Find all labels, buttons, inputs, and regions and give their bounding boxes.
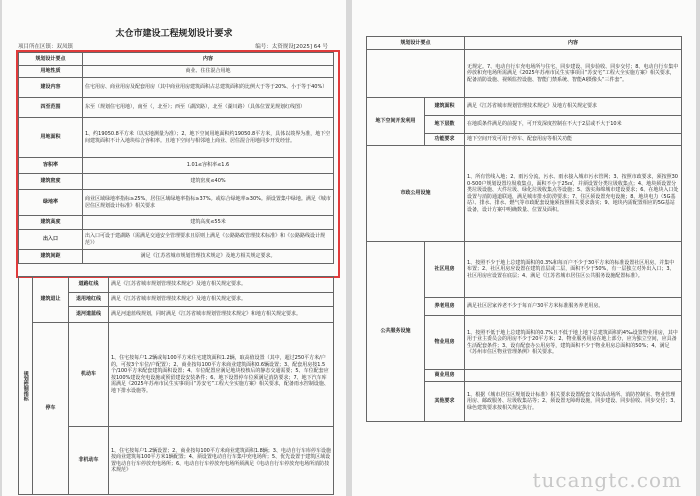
- row-label: 建筑间距: [19, 250, 83, 264]
- row-label: 建筑密度: [19, 174, 83, 190]
- row-label: 出入口: [19, 230, 83, 250]
- row-label: 建设内容: [19, 78, 83, 98]
- table-row: [19, 98, 334, 118]
- table-row: [19, 250, 334, 264]
- community-text: 1、按照不少于地上总建筑面积的0.3%和每百户不少于30平方米的标准设置社区用房，并集中布置；2、社区用房应设置在建筑首层或二层，面积不少于50%，有一层独立对外出入口；3、社区用房应设置在底层；4、满足《江苏省城市居住区公共服务设施配置标准》。: [465, 242, 682, 298]
- other-text: 1、根据《城市居住区规划设计标准》相关要求设置配套文体活动场所、消防控制室、物业管理用房、邮政服务、垃圾收集站等；2、须设置无障碍设施，同步建设、同步验收、同步交付；3、绿色建筑要求按相关规定执行。: [465, 382, 682, 422]
- group-label: 规划控制指标: [19, 277, 33, 495]
- table-row: [19, 216, 334, 230]
- right-table: [366, 36, 682, 422]
- table-row: [367, 146, 682, 242]
- other-label: 其他要求: [425, 382, 465, 422]
- retreat-item-label: 道路红线: [69, 277, 109, 293]
- table-row: [19, 190, 334, 216]
- table-row: [19, 66, 334, 78]
- motor-text: 1、住宅按每户1.2辆或每100平方米住宅建筑面积1.2辆，取高值设置（其中，超过250平方米/户的，可按3个车位/户配置）；2、商业按每100平方米商业建筑面积0.6辆设置；3、配套用房按1.5个/100平方米配套建筑面积设置；4、车位配置应满足地块校核后的静态交通需要；5、车位配套应按100%建设充电设施或预留建设安装条件；6、地下设置停车位须满足消防要求；7、地下汽车库需满足《2025年苏州市民生实事项目“苏安宅”工程大全实施方案》相关要求，配备雨水控制设施、地下排水设施等。: [109, 323, 334, 427]
- commercial-label: 商业用房: [425, 370, 465, 382]
- table-header: [367, 37, 682, 50]
- table-row: [19, 323, 334, 427]
- document-title: 太仓市建设工程规划设计要求: [115, 29, 233, 39]
- row-label: 建筑高度: [19, 216, 83, 230]
- table-row: [19, 277, 334, 293]
- row-label: 四至范围: [19, 98, 83, 118]
- row-label: 用地面积: [19, 118, 83, 158]
- row-label: 用地性质: [19, 66, 83, 78]
- table-header: [19, 53, 334, 66]
- left-page: [2, 0, 346, 496]
- watermark: tucangtc.com: [532, 468, 682, 492]
- table-row: [367, 98, 682, 116]
- retreat-item-label: 退河道蓝线: [69, 307, 109, 323]
- community-label: 社区用房: [425, 242, 465, 298]
- nonmotor-label: 非机动车: [69, 427, 109, 495]
- ug-item-label: 地下层数: [425, 116, 465, 134]
- control-table: [18, 276, 334, 495]
- project-location: 项目所在区镇：双凤镇: [18, 44, 74, 50]
- row-value: 1.01≤容积率≤1.6: [83, 158, 334, 174]
- retreat-item-value: 满足河道蓝线规划，同时满足《江苏省城市规划管理技术规定》和地方相关规定要求。: [109, 307, 334, 323]
- table-row: [19, 78, 334, 98]
- row-label: 容积率: [19, 158, 83, 174]
- table-row: [367, 50, 682, 98]
- table-row: [19, 158, 334, 174]
- elderly-text: 满足社区居家养老不少于每百户30平方米标准服务养老用房。: [465, 298, 682, 316]
- row-value: 商业、住住混合用地: [83, 66, 334, 78]
- row-value: 出入口可设于建湖路（需满足交通安全管理要求且原则上满足《公路路政管理技术标准》和《公路路线设计规范》）: [83, 230, 334, 250]
- retreat-item-value: 满足《江苏省城市规划管理技术规定》及地方相关规定要求。: [109, 293, 334, 307]
- ug-item-value: 地下空间开发可用于停车、配套用房等相关功能: [465, 134, 682, 146]
- row-value: 建筑密度≤40%: [83, 174, 334, 190]
- ug-item-label: 功能要求: [425, 134, 465, 146]
- table-row: [19, 118, 334, 158]
- empty-cell: [367, 50, 465, 98]
- nonmotor-text: 1、住宅按每户1.2辆设置；2、商业按每100平方米商业建筑面积1.8辆；3、电动自行车库停车设施按商业建筑每100平方米1辆配置；4、须设置电动自行车集中充电场所；5、优先设置于建筑区域设置电动自行车停放充电场所；6、电动自行车停放充电场所须满足《电动自行车停放充电场所消防技术规范》: [109, 427, 334, 495]
- indicator-table: [18, 52, 334, 264]
- table-row: [19, 230, 334, 250]
- municipal-label: 市政公用设施: [367, 146, 465, 242]
- retreat-item-value: 满足《江苏省城市规划管理技术规定》及地方相关规定要求。: [109, 277, 334, 293]
- retreat-label: 建筑退让: [33, 277, 69, 323]
- public-label: 公共服务设施: [367, 242, 425, 422]
- ug-item-label: 建筑面积: [425, 98, 465, 116]
- underground-label: 地下空间开发利用: [367, 98, 425, 146]
- right-page: [352, 0, 696, 496]
- row-value: 建筑高度≤55米: [83, 216, 334, 230]
- ug-item-value: 满足《江苏省城市规划管理技术规定》及地方相关规定要求: [465, 98, 682, 116]
- motor-label: 机动车: [69, 323, 109, 427]
- header-key: 规划设计要点: [19, 53, 83, 66]
- table-row: [19, 174, 334, 190]
- row-value: 满足《江苏省城市规划管理技术规定》及地方相关规定要求。: [83, 250, 334, 264]
- row-value: 住宅用房、商业用房及配套用房（其中商业用房建筑面积占总建筑面积的比例大于等于20%、小于等于40%）: [83, 78, 334, 98]
- table-row: [367, 242, 682, 298]
- header-key: 规划设计要点: [367, 37, 465, 50]
- row-value: 东至（规划住宅用地），南至（，北至）；西至（湖滨路），北至（湖川路）（具体位置见规划红线图）: [83, 98, 334, 118]
- elderly-label: 养老用房: [425, 298, 465, 316]
- retreat-item-label: 退用地红线: [69, 293, 109, 307]
- header-content: 内容: [465, 37, 682, 50]
- row-value: 商业区域绿地率指标≥25%，居住区域绿地率指标≥37%。或综合绿地率≥30%。须设置集中绿地。满足《城市居住区规划设计标准》相关要求: [83, 190, 334, 216]
- row-value: 1、约19050.8平方米（以实地测量为准）；2、地下空间用地面积约19050.8平方米，具体以竣界为准，地下空间建筑面积不计入地块综合容积率。且地下空间与相邻地上商业、居住混合用地同步开发经营。: [83, 118, 334, 158]
- header-content: 内容: [83, 53, 334, 66]
- ug-item-value: 在地质条件满足的前提下，可开发深度控制在不大于2层或不大于10米: [465, 116, 682, 134]
- property-text: 1、按照不低于地上总建筑面积的0.7%且不低于地上地下总建筑面积的4‰设置物业用房，其中用于业主委员会的用房不少于20平方米；2、物业服务用房在地上部分，应为独立空间，应具备生活配套条件；3、设有配套办公用房等，建筑面积不少于物业用房总面积的50%；4、满足《苏州市住区物业管理条例》相关要求。: [465, 316, 682, 370]
- commercial-text: [465, 370, 682, 382]
- municipal-text: 1、所有管线入地；2、雨污分流，污水、雨水接入城市污水管网；3、按照市政要求，须按照300-500户规划设置垃圾收集点，面积不小于25㎡，并须设置分类垃圾收集点；4、地块须设置分类垃圾设施、大件垃圾、绿化垃圾收集点等设施；5、落实海绵城市建设要求；6、在地块入口处设置与消防通道联通，满足城市排水防涝要求；7、住区须设置充电设施；8、地块电力（5G基站）、排水、排水、燃气等市政配套设施须按照相关要求落实；9、地块内需配置相应的5G基站设备，设计方案中明确数量、位置及面积。: [465, 146, 682, 242]
- parking-continued-text: 无规定。7、电动自行车充电场所与住宅、同步建设、同步验收、同步交付；8、电动自行车集中停放和充电场所需满足《2025年苏州市民生实事项目“苏安宅”工程大全实施方案》相关要求，配备消防设施、视频监控设施、智能门禁系统、智能AI摄像头“三件套”。: [465, 50, 682, 98]
- property-label: 物业用房: [425, 316, 465, 370]
- parking-label: 停车: [33, 323, 69, 495]
- document-number: 编号：太资规设[2025] 64 号: [255, 44, 328, 50]
- row-label: 绿地率: [19, 190, 83, 216]
